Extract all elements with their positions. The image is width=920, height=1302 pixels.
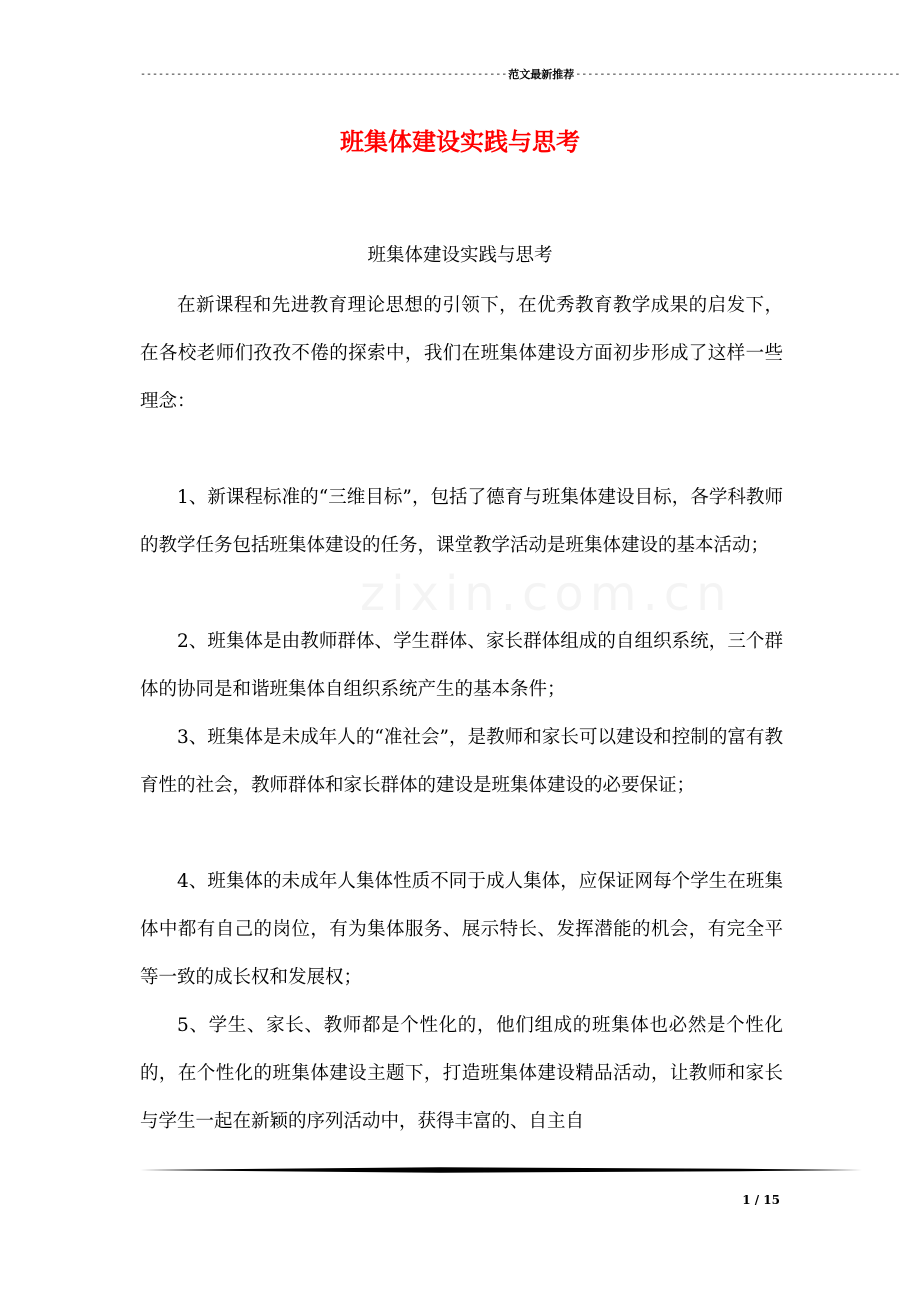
page-number: 1 / 15 (742, 1193, 780, 1207)
document-title: 班集体建设实践与思考 (340, 127, 580, 156)
list-item-2: 2、班集体是由教师群体、学生群体、家长群体组成的自组织系统，三个群体的协同是和谐班集体自组织系统产生的基本条件； (140, 631, 783, 700)
document-subtitle: 班集体建设实践与思考 (367, 245, 553, 266)
list-item-4: 4、班集体的未成年人集体性质不同于成人集体，应保证网每个学生在班集体中都有自己的岗位，有为集体服务、展示特长、发挥潜能的机会，有完全平等一致的成长权和发展权； (140, 871, 783, 988)
page-header (140, 68, 901, 82)
footer-rule (140, 1166, 862, 1174)
list-item-3: 3、班集体是未成年人的“准社会”，是教师和家长可以建设和控制的富有教育性的社会，教师群体和家长群体的建设是班集体建设的必要保证； (140, 727, 783, 796)
header-right-rule: ------------------------------------------------------ (575, 69, 901, 80)
header-label: 范文最新推荐 (508, 68, 575, 81)
list-item-5: 5、学生、家长、教师都是个性化的，他们组成的班集体也必然是个性化的，在个性化的班集体建设主题下，打造班集体建设精品活动，让教师和家长与学生一起在新颖的序列活动中，获得丰富的、自主自 (140, 1015, 783, 1132)
watermark (360, 566, 700, 622)
header-left-rule: ------------------------------------------------------------- (140, 69, 508, 80)
intro-paragraph: 在新课程和先进教育理论思想的引领下，在优秀教育教学成果的启发下，在各校老师们孜孜不倦的探索中，我们在班集体建设方面初步形成了这样一些理念： (140, 295, 783, 412)
list-item-1: 1、新课程标准的“三维目标”，包括了德育与班集体建设目标，各学科教师的教学任务包括班集体建设的任务，课堂教学活动是班集体建设的基本活动； (140, 487, 783, 556)
